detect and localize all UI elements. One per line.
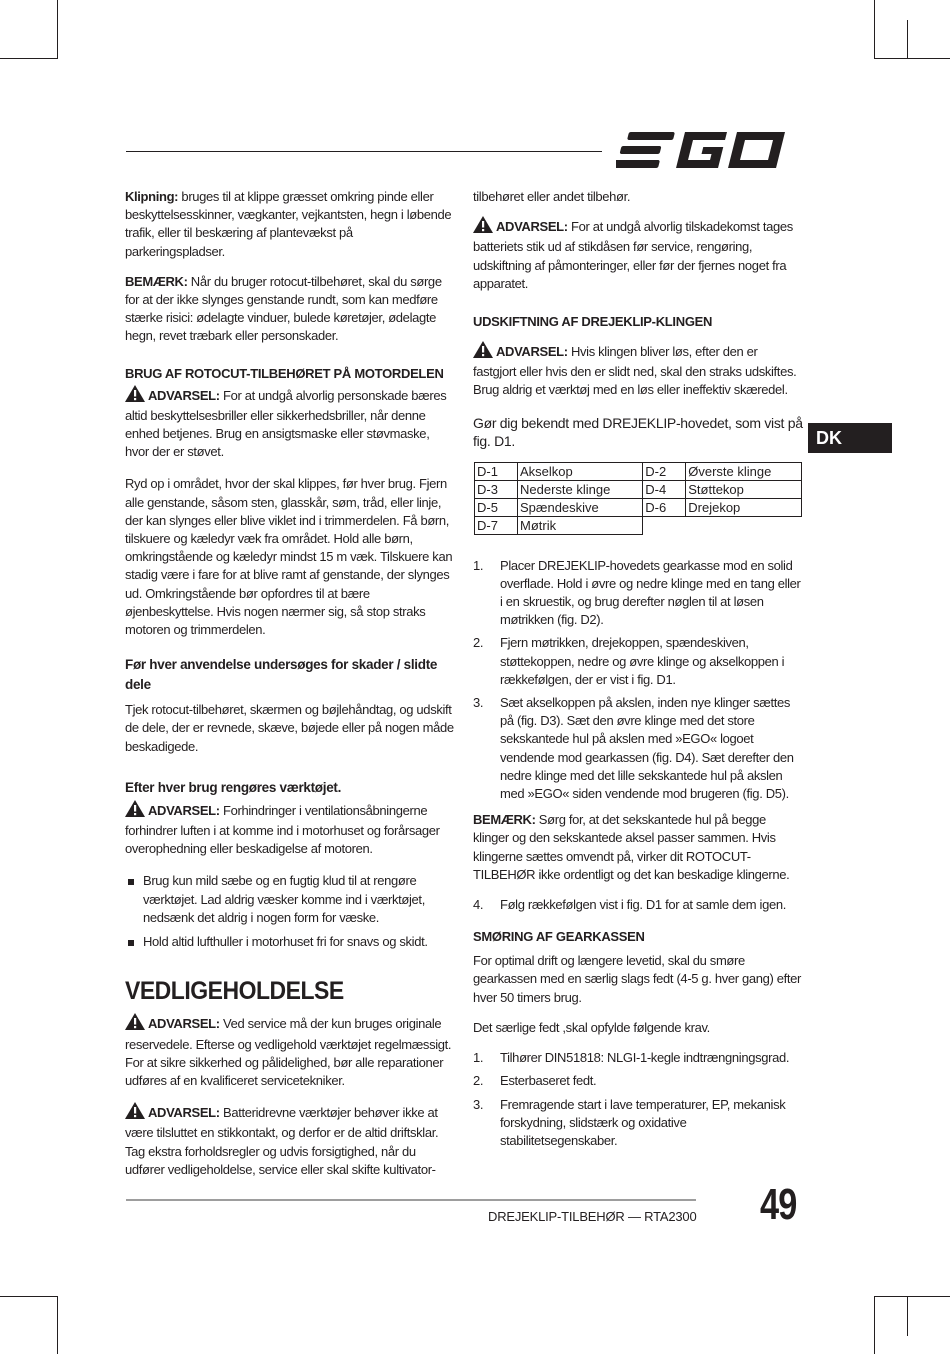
warning-label: ADVARSEL: [148, 1105, 220, 1121]
table-cell: Drejekop [686, 498, 802, 516]
item-text: Sæt akselkoppen på akslen, inden nye klinger sættes på (fig. D3). Sæt den øvre klinge med det store sekskantede hul på akslen med »EGO« logoet vendende mod gearkassen (fig. D4). Sæt derefter den nedre klinge med det lille sekskantede hul på akslen med »EGO« siden vendende mod brugeren (fig. D5). [500, 695, 794, 802]
list-item [473, 896, 803, 914]
subheading: Efter hver brug rengøres værktøjet. [125, 779, 342, 795]
item-number: 1. [473, 1050, 484, 1066]
list-item: Hold altid lufthuller i motorhuset fri for snavs og skidt. [125, 933, 455, 951]
crop-mark [874, 1296, 950, 1297]
table-row [475, 516, 802, 534]
warning-text: For at undgå alvorlig tilskadekomst tages batteriets stik ud af stikdåsen før service, rengøring, udskiftning af påmonteringer, eller før der fjernes noget fra apparatet. [473, 219, 793, 291]
body-paragraph: Det særlige fedt ,skal opfylde følgende krav. [473, 1019, 710, 1035]
crop-mark [0, 1296, 58, 1297]
section-heading: UDSKIFTNING AF DREJEKLIP-KLINGEN [473, 314, 713, 330]
footer-title: DREJEKLIP-TILBEHØR — RTA2300 [488, 1209, 697, 1224]
parts-table [474, 462, 802, 535]
section-heading: SMØRING AF GEARKASSEN [473, 929, 645, 945]
item-number: 2. [473, 635, 484, 651]
crop-mark [57, 1296, 58, 1354]
crop-mark [874, 0, 875, 59]
numbered-list [473, 896, 803, 914]
warning-text: Ved service må der kun bruges originale reservedele. Efterse og vedligehold værktøjet regelmæssigt. For at sikre sikkerhed og pålidelighed, bør alle reparationer udføres af en kvalificeret servicetekniker. [125, 1016, 452, 1088]
warning-text: For at undgå alvorlig personskade bæres altid beskyttelsesbriller eller sikkerhedsbriller, når denne enhed betjenes. Brug en ansigtsmaske eller støvmaske, hvor der er støvet. [125, 387, 447, 460]
table-cell: Akselkop [518, 462, 643, 480]
page-number: 49 [760, 1180, 797, 1229]
numbered-list [473, 557, 803, 804]
body-paragraph: Ryd op i området, hvor der skal klippes, før hver brug. Fjern alle genstande, såsom sten, glasskår, søm, tråd, eller linje, der kan slynges eller blive viklet ind i trimmerdelen. Få børn, tilskuere og kæledyr væk fra området. Hold alle børn, omkringstående og kæledyr mindst 15 m væk. Tilskuere kan stadig være i fare for at blive ramt af genstande, der slynges ud. Omkringstående bør opfordres til at bære øjenbeskyttelse. Hvis nogen nærmer sig, så stop straks motoren og trimmerdelen. [125, 476, 453, 638]
warning-label: ADVARSEL: [148, 802, 220, 818]
numbered-list [473, 1049, 803, 1150]
table-cell: Nederste klinge [518, 480, 643, 498]
item-text: Placer DREJEKLIP-hovedets gearkasse mod en solid overflade. Hold i øvre og nedre klinge med en tang eller i en skruestik, og brug derefter nøglen til at løsen møtrikken (fig. D2). [500, 557, 801, 628]
list-item [473, 634, 803, 689]
bullet-list [125, 872, 455, 951]
paragraph-text: bruges til at klippe græsset omkring pinde eller beskyttelsesskinner, vægkanter, vejkantsten, hegn i løbende trafik, eller til beskæring af plantevækst på parkeringspladser. [125, 189, 452, 259]
warning-icon [125, 800, 145, 822]
list-item [473, 1096, 803, 1151]
item-text: Følg rækkefølgen vist i fig. D1 for at samle dem igen. [500, 897, 786, 913]
table-cell: D-1 [475, 462, 518, 480]
warning-icon [473, 216, 493, 238]
warning-paragraph [125, 1102, 455, 1179]
table-cell: Spændeskive [518, 498, 643, 516]
note-label: BEMÆRK: [473, 812, 536, 828]
warning-paragraph [125, 1013, 455, 1090]
warning-label: ADVARSEL: [148, 387, 220, 403]
warning-label: ADVARSEL: [496, 219, 568, 235]
table-row [475, 480, 802, 498]
table-cell: D-3 [475, 480, 518, 498]
table-cell: D-4 [643, 480, 686, 498]
warning-text: Forhindringer i ventilationsåbningerne forhindrer luften i at komme ind i motorhuset og forårsager overophedning eller beskadigelse af motoren. [125, 802, 440, 857]
table-cell: Støttekop [686, 480, 802, 498]
item-number: 3. [473, 695, 484, 711]
warning-paragraph [473, 216, 803, 293]
right-column [473, 188, 803, 1158]
item-number: 3. [473, 1096, 484, 1112]
warning-paragraph [473, 341, 803, 400]
body-paragraph: Tjek rotocut-tilbehøret, skærmen og bøjlehåndtag, og udskift de dele, der er revnede, skæve, bøjede eller på nogen måde beskadigede. [125, 702, 454, 754]
item-text: Fremragende start i lave temperaturer, EP, mekanisk forskydning, slidstærk og oxidative stabilitetsegenskaber. [500, 1096, 786, 1148]
subheading: Før hver anvendelse undersøges for skader / slidte dele [125, 657, 438, 693]
list-item [473, 1072, 803, 1090]
table-cell: D-7 [475, 516, 518, 534]
warning-paragraph [125, 385, 455, 462]
list-item [473, 1049, 803, 1067]
header-rule [126, 151, 602, 152]
note-paragraph [125, 273, 455, 346]
note-text: Når du bruger rotocut-tilbehøret, skal du sørge for at der ikke slynges genstande rundt, som kan medføre stærke risici: ødelagte vinduer, bulede køretøjer, ødelagte hegn, revet træbark eller personskader. [125, 273, 442, 344]
table-cell: Øverste klinge [686, 462, 802, 480]
note-paragraph [473, 811, 803, 884]
table-row [475, 498, 802, 516]
list-item: Brug kun mild sæbe og en fugtig klud til at rengøre værktøjet. Lad aldrig væsker komme ind i værktøjet, nedsænk det aldrig i nogen form for væske. [125, 872, 455, 927]
warning-label: ADVARSEL: [496, 344, 568, 360]
footer-rule [126, 1199, 696, 1201]
note-label: BEMÆRK: [125, 273, 188, 289]
table-cell: D-6 [643, 498, 686, 516]
table-cell: Møtrik [518, 516, 643, 534]
warning-label: ADVARSEL: [148, 1016, 220, 1032]
item-text: Esterbaseret fedt. [500, 1073, 597, 1089]
lead-term: Klipning: [125, 189, 179, 204]
crop-mark [874, 58, 950, 59]
note-text: Sørg for, at det sekskantede hul på begge klinger og den sekskantede aksel passer sammen. Hvis klingerne sættes omvendt på, virker dit ROTOCUT-TILBEHØR ikke ordentligt og det kan beskadige klingerne. [473, 812, 790, 882]
crop-mark [57, 0, 58, 59]
list-item [473, 694, 803, 803]
item-text: Fjern møtrikken, drejekoppen, spændeskiven, støttekoppen, nedre og øvre klinge og akselkoppen i rækkefølgen, der er vist i fig. D1. [500, 635, 785, 687]
warning-text: Batteridrevne værktøjer behøver ikke at være tilsluttet en stikkontakt, og derfor er de altid driftsklar. Tag ekstra forholdsregler og udvis forsigtighed, når du udfører vedligeholdelse, service eller skal skifte kultivator- [125, 1105, 439, 1177]
ego-logo [616, 128, 800, 177]
crop-mark [0, 58, 58, 59]
warning-icon [125, 1102, 145, 1124]
body-paragraph: tilbehøret eller andet tilbehør. [473, 189, 631, 204]
crop-mark [907, 20, 908, 58]
table-cell: D-5 [475, 498, 518, 516]
table-cell-empty [643, 516, 802, 534]
section-heading: BRUG AF ROTOCUT-TILBEHØRET PÅ MOTORDELEN [125, 365, 444, 381]
warning-text: Hvis klingen bliver løs, efter den er fastgjort eller hvis den er slidt ned, skal den straks udskiftes. Brug aldrig et værktøj med en løs eller ineffektiv skæredel. [473, 344, 797, 398]
paragraph-klipning [125, 188, 455, 261]
warning-icon [473, 341, 493, 363]
language-tab: DK [808, 423, 892, 453]
item-number: 2. [473, 1073, 484, 1089]
table-cell: D-2 [643, 462, 686, 480]
intro-paragraph: Gør dig bekendt med DREJEKLIP-hovedet, som vist på fig. D1. [473, 414, 803, 449]
warning-icon [125, 385, 145, 407]
section-title: VEDLIGEHOLDELSE [125, 976, 344, 1005]
item-number: 1. [473, 557, 484, 573]
body-paragraph: For optimal drift og længere levetid, skal du smøre gearkassen med en særlig slags fedt (4-5 g. hver gang) efter hver 50 timers brug. [473, 953, 802, 1005]
crop-mark [907, 1296, 908, 1336]
item-number: 4. [473, 897, 484, 913]
warning-icon [125, 1013, 145, 1035]
crop-mark [874, 1296, 875, 1354]
list-item [473, 557, 803, 630]
warning-paragraph [125, 800, 455, 859]
item-text: Tilhører DIN51818: NLGI-1-kegle indtrængningsgrad. [500, 1050, 790, 1066]
table-row [475, 462, 802, 480]
left-column [125, 188, 455, 1187]
